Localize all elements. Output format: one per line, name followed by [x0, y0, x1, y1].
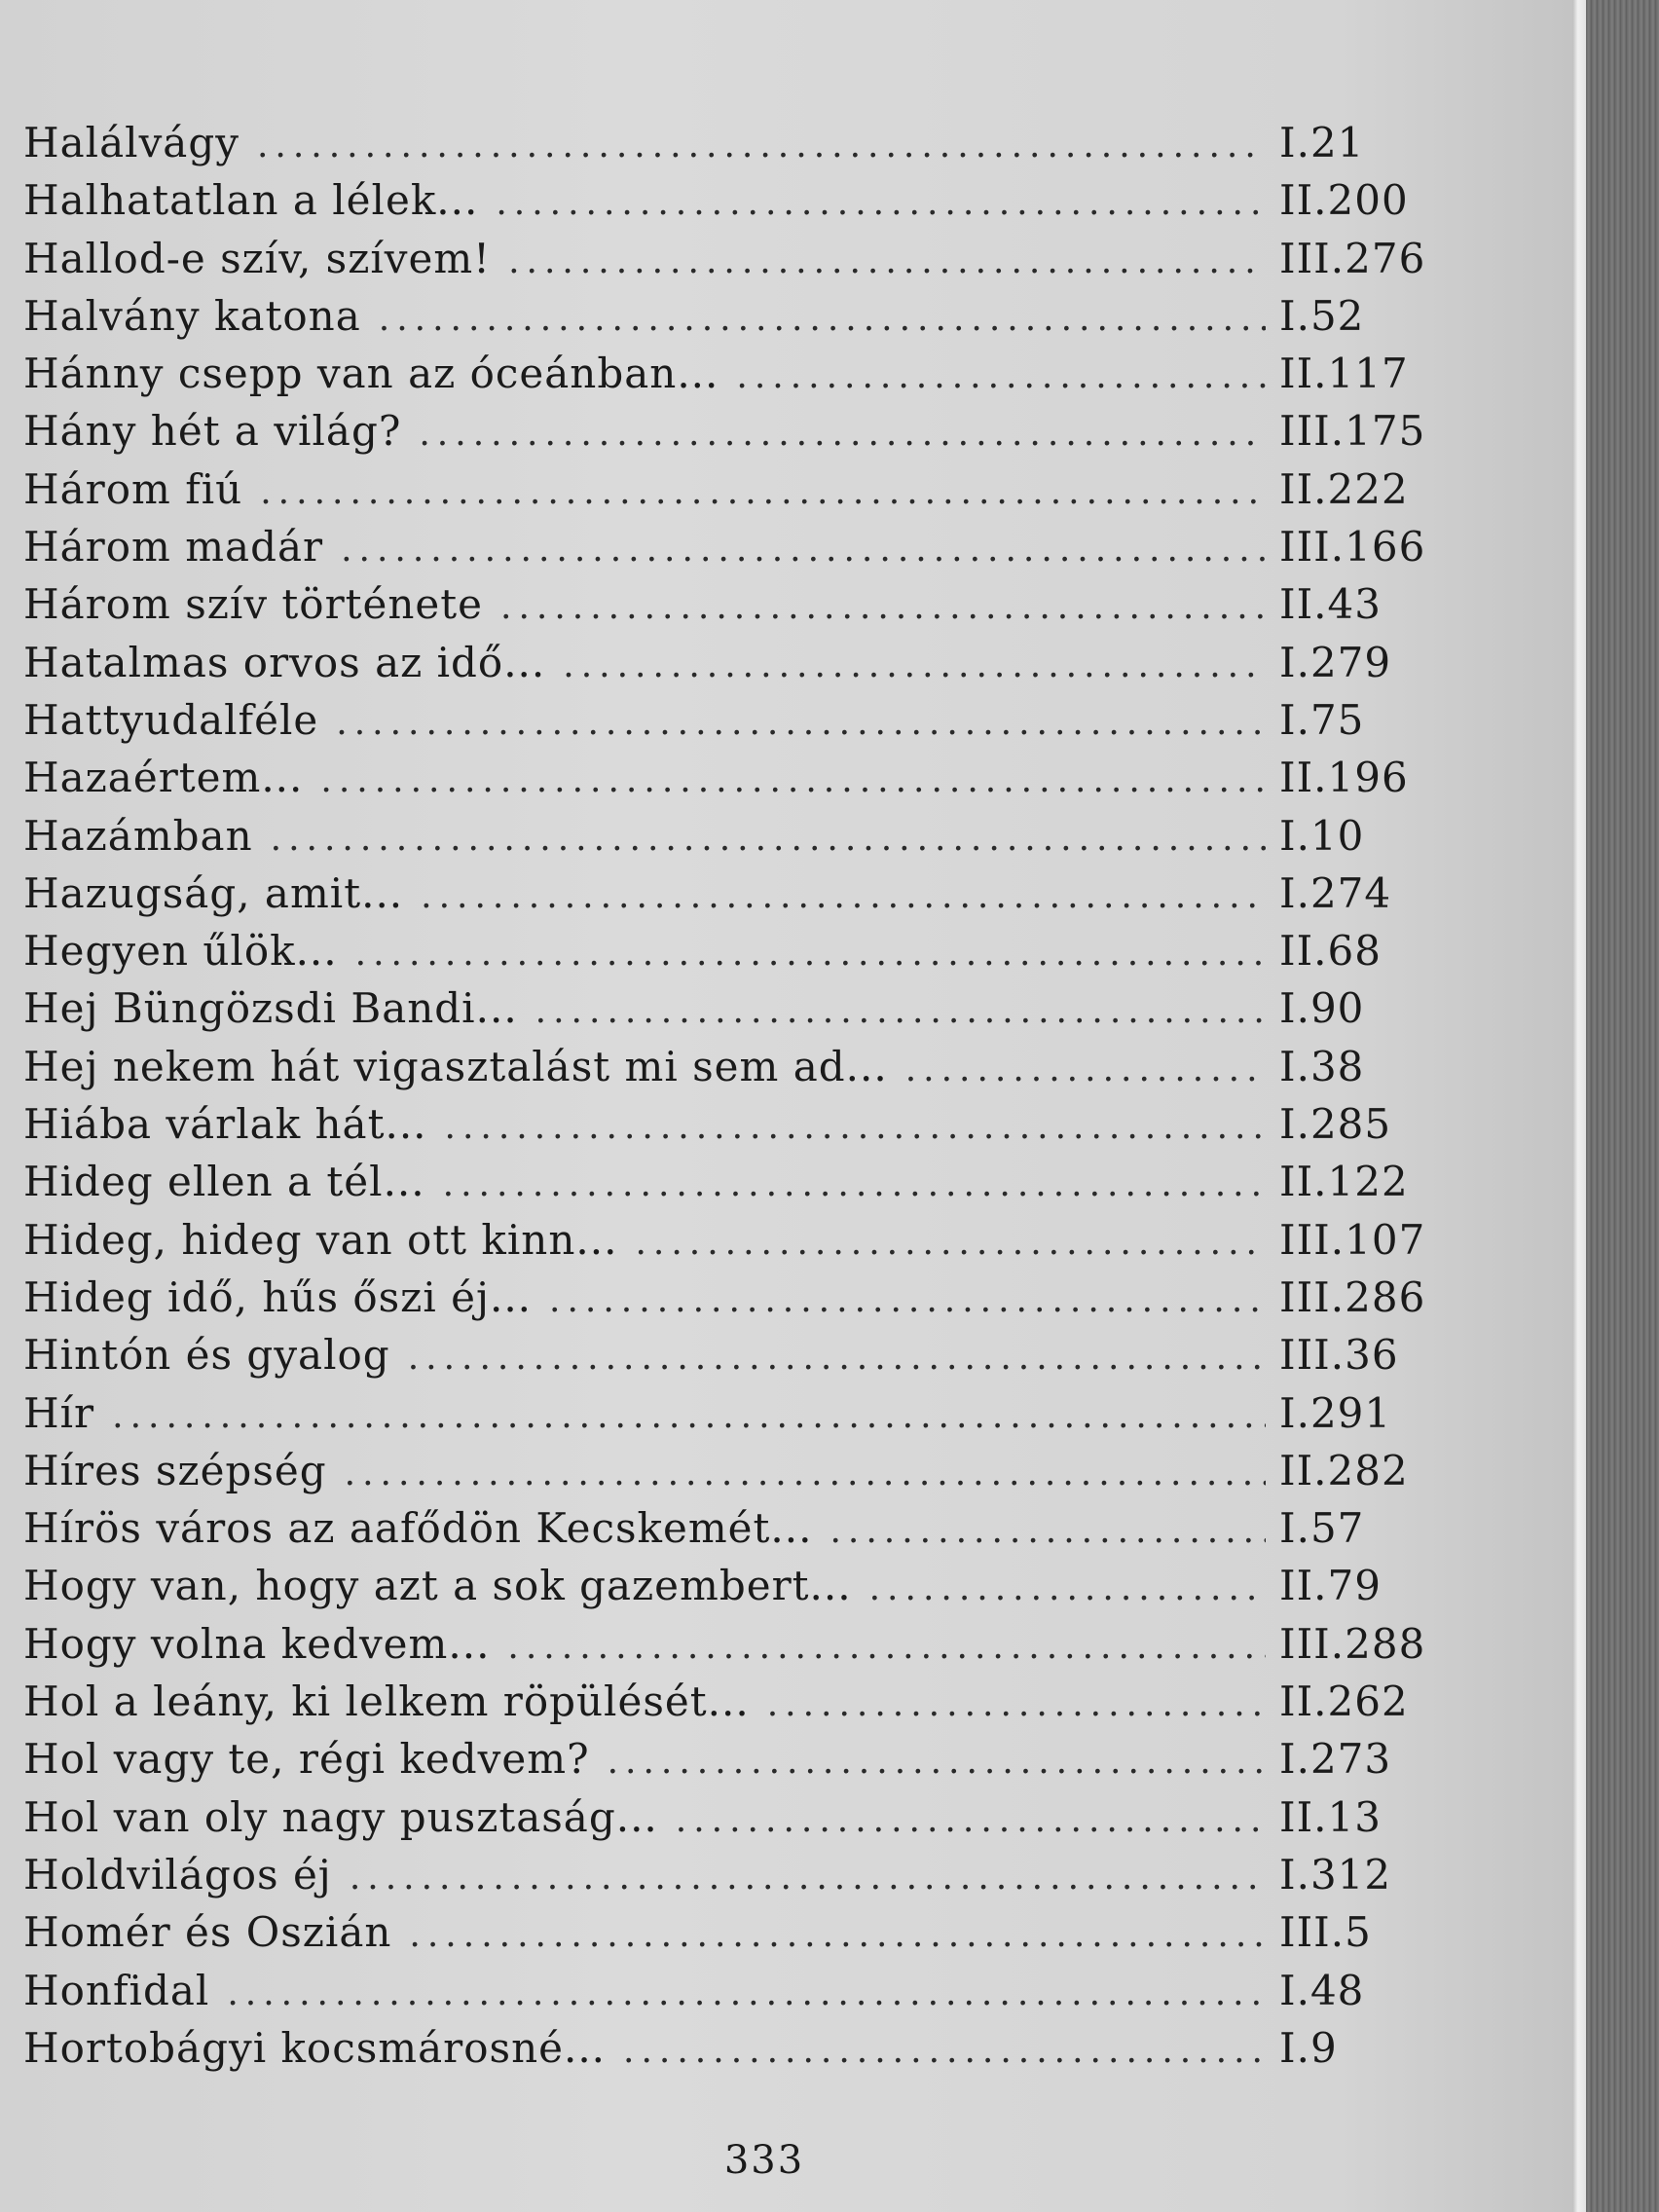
toc-entry [23, 1216, 1484, 1273]
entry-page-ref: III.5 [1279, 1908, 1372, 1957]
entry-page-ref: II.262 [1279, 1677, 1409, 1726]
toc-entry [23, 639, 1484, 696]
dot-leader [345, 1454, 1266, 1493]
toc-entry [23, 754, 1484, 811]
entry-title: Hej nekem hát vigasztalást mi sem ad... [23, 1042, 888, 1090]
entry-title: Hideg ellen a tél... [23, 1158, 425, 1206]
entry-title: Hintón és gyalog [23, 1331, 390, 1380]
toc-entry [23, 1158, 1484, 1215]
toc-entry [23, 1389, 1484, 1447]
toc-entry [23, 1043, 1484, 1100]
entry-title: Hol vagy te, régi kedvem? [23, 1735, 590, 1784]
entry-title: Honfidal [23, 1966, 210, 2014]
dot-leader [443, 1164, 1266, 1204]
dot-leader [419, 414, 1266, 454]
toc-entry [23, 580, 1484, 638]
entry-page-ref: I.291 [1279, 1388, 1392, 1437]
entry-title: Hír [23, 1388, 95, 1437]
toc-entry [23, 1793, 1484, 1851]
toc-entry [23, 176, 1484, 234]
entry-page-ref: I.285 [1279, 1100, 1392, 1149]
entry-page-ref: I.48 [1279, 1966, 1365, 2014]
toc-entry [23, 812, 1484, 869]
toc-entry [23, 1331, 1484, 1388]
entry-title: Hazámban [23, 811, 253, 860]
entry-page-ref: II.13 [1279, 1792, 1382, 1841]
dot-leader [869, 1568, 1266, 1608]
entry-title: Hatalmas orvos az idő... [23, 638, 546, 686]
dot-leader [260, 472, 1266, 512]
dot-leader [341, 530, 1266, 570]
entry-title: Hánny csepp van az óceánban... [23, 350, 719, 398]
book-cover-edge [1586, 0, 1659, 2212]
entry-page-ref: III.166 [1279, 523, 1426, 571]
dot-leader [336, 703, 1266, 743]
dot-leader [421, 876, 1266, 916]
toc-entry [23, 292, 1484, 350]
dot-leader [507, 1627, 1266, 1667]
entry-title: Hogy van, hogy azt a sok gazembert... [23, 1562, 852, 1610]
dot-leader [767, 1684, 1266, 1724]
dot-leader [496, 183, 1266, 223]
entry-page-ref: II.117 [1279, 350, 1409, 398]
entry-title: Hogy volna kedvem... [23, 1619, 491, 1668]
dot-leader [905, 1050, 1266, 1089]
entry-title: Hej Büngözsdi Bandi... [23, 984, 518, 1033]
entry-title: Holdvilágos éj [23, 1850, 332, 1899]
entry-page-ref: I.273 [1279, 1735, 1392, 1784]
toc-entry [23, 523, 1484, 580]
dot-leader [227, 1973, 1266, 2013]
toc-entry [23, 1735, 1484, 1792]
entry-title: Hazugság, amit... [23, 868, 404, 917]
entry-title: Három madár [23, 523, 324, 571]
entry-page-ref: III.276 [1279, 234, 1426, 282]
dot-leader [623, 2031, 1266, 2071]
entry-page-ref: I.57 [1279, 1504, 1365, 1553]
entry-title: Hány hét a világ? [23, 407, 402, 456]
entry-page-ref: III.36 [1279, 1331, 1399, 1380]
toc-entry [23, 1967, 1484, 2024]
entry-page-ref: I.90 [1279, 984, 1365, 1033]
entry-title: Hegyen űlök... [23, 927, 338, 976]
toc-entry [23, 1677, 1484, 1735]
entry-title: Három fiú [23, 464, 243, 513]
dot-leader [112, 1396, 1266, 1436]
dot-leader [257, 126, 1266, 166]
entry-title: Hírös város az aafődön Kecskemét... [23, 1504, 813, 1553]
entry-page-ref: III.286 [1279, 1272, 1426, 1321]
dot-leader [445, 1107, 1266, 1147]
dot-leader [830, 1511, 1266, 1551]
toc-entry [23, 1562, 1484, 1619]
entry-title: Három szív története [23, 580, 484, 629]
toc-entry [23, 869, 1484, 927]
dot-leader [535, 991, 1266, 1031]
toc-entry [23, 984, 1484, 1042]
entry-page-ref: II.222 [1279, 464, 1409, 513]
dot-leader [271, 819, 1266, 859]
entry-page-ref: II.79 [1279, 1562, 1382, 1610]
toc-entry [23, 1447, 1484, 1504]
entry-page-ref: II.200 [1279, 176, 1409, 225]
table-of-contents [23, 119, 1484, 2082]
entry-page-ref: I.52 [1279, 291, 1365, 340]
entry-page-ref: I.312 [1279, 1850, 1392, 1899]
entry-page-ref: II.68 [1279, 927, 1382, 976]
entry-title: Hazaértem... [23, 754, 304, 802]
entry-title: Homér és Oszián [23, 1908, 392, 1957]
entry-title: Halvány katona [23, 291, 361, 340]
dot-leader [676, 1800, 1266, 1840]
dot-leader [500, 587, 1266, 627]
toc-entry [23, 927, 1484, 984]
toc-entry [23, 1504, 1484, 1562]
entry-page-ref: II.196 [1279, 754, 1409, 802]
entry-page-ref: II.122 [1279, 1158, 1409, 1206]
dot-leader [635, 1223, 1266, 1263]
entry-title: Halálvágy [23, 119, 240, 166]
dot-leader [736, 356, 1266, 396]
entry-page-ref: II.43 [1279, 580, 1382, 629]
dot-leader [350, 1858, 1266, 1898]
dot-leader [563, 645, 1266, 685]
dot-leader [408, 1338, 1266, 1378]
toc-entry [23, 1273, 1484, 1331]
dot-leader [608, 1742, 1266, 1782]
entry-page-ref: III.175 [1279, 407, 1426, 456]
dot-leader [379, 299, 1266, 339]
toc-entry [23, 696, 1484, 754]
dot-leader [409, 1915, 1266, 1955]
entry-title: Hideg, hideg van ott kinn... [23, 1215, 618, 1264]
dot-leader [320, 760, 1266, 800]
toc-entry [23, 119, 1484, 176]
entry-page-ref: I.75 [1279, 695, 1365, 744]
entry-title: Hol a leány, ki lelkem röpülését... [23, 1677, 750, 1726]
entry-page-ref: I.21 [1279, 119, 1365, 166]
toc-entry [23, 350, 1484, 407]
entry-page-ref: III.288 [1279, 1619, 1426, 1668]
toc-entry [23, 235, 1484, 292]
entry-title: Hallod-e szív, szívem! [23, 234, 492, 282]
dot-leader [549, 1280, 1266, 1320]
entry-page-ref: I.10 [1279, 811, 1365, 860]
entry-title: Hortobágyi kocsmárosné... [23, 2023, 607, 2072]
entry-page-ref: II.282 [1279, 1446, 1409, 1494]
entry-title: Hol van oly nagy pusztaság... [23, 1792, 658, 1841]
entry-title: Hattyudalféle [23, 695, 319, 744]
toc-entry [23, 465, 1484, 523]
entry-page-ref: III.107 [1279, 1215, 1426, 1264]
entry-page-ref: I.38 [1279, 1042, 1365, 1090]
entry-page-ref: I.279 [1279, 638, 1392, 686]
toc-entry [23, 2024, 1484, 2082]
entry-title: Halhatatlan a lélek... [23, 176, 479, 225]
entry-title: Hideg idő, hűs őszi éj... [23, 1272, 533, 1321]
toc-entry [23, 1100, 1484, 1158]
entry-page-ref: I.9 [1279, 2023, 1338, 2072]
toc-entry [23, 1851, 1484, 1908]
entry-title: Hiába várlak hát... [23, 1100, 427, 1149]
page-number: 333 [723, 2138, 805, 2183]
page-edge [1572, 0, 1586, 2212]
toc-entry [23, 1620, 1484, 1677]
entry-page-ref: I.274 [1279, 868, 1392, 917]
toc-entry [23, 1908, 1484, 1966]
dot-leader [355, 934, 1266, 974]
dot-leader [508, 241, 1266, 281]
toc-entry [23, 407, 1484, 464]
entry-title: Híres szépség [23, 1446, 327, 1494]
